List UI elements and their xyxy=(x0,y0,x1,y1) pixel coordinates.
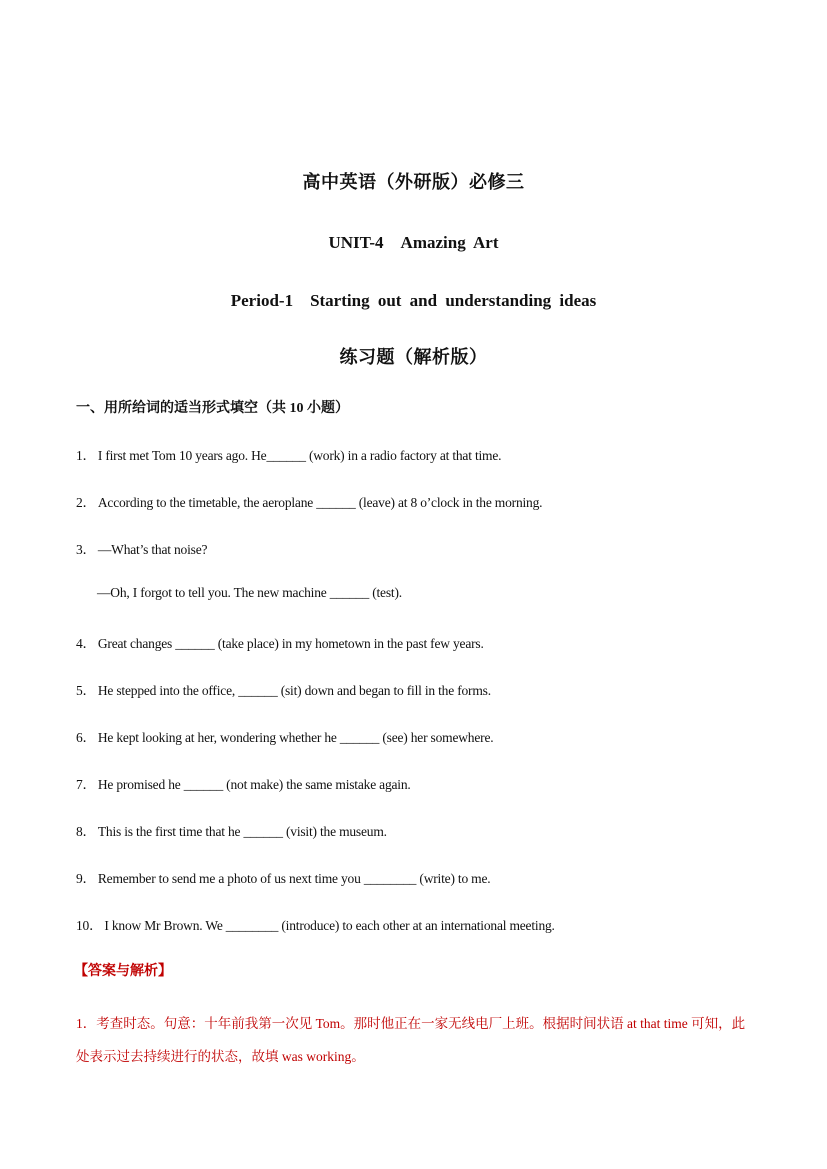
answer-explanation: 1．考查时态。句意：十年前我第一次见 Tom。那时他正在一家无线电厂上班。根据时间状语 at that time 可知，此处表示过去持续进行的状态，故填 was working。 xyxy=(76,1016,746,1064)
period-title: Period-1 Starting out and understanding ideas xyxy=(230,291,597,310)
question-text: According to the timetable, the aeroplane ______ (leave) at 8 o’clock in the morning. xyxy=(97,495,543,510)
question-text: He promised he ______ (not make) the same mistake again. xyxy=(97,777,411,792)
question-number: 4． xyxy=(76,636,96,651)
question-item xyxy=(76,444,501,464)
question-text: I first met Tom 10 years ago. He______ (work) in a radio factory at that time. xyxy=(97,448,502,463)
question-text: This is the first time that he ______ (visit) the museum. xyxy=(97,824,387,839)
question-item xyxy=(76,867,490,887)
question-text: He stepped into the office, ______ (sit) down and began to fill in the forms. xyxy=(97,683,491,698)
question-number: 3． xyxy=(76,542,96,557)
question-number: 9． xyxy=(76,871,96,886)
question-text: —Oh, I forgot to tell you. The new machine ______ (test). xyxy=(97,585,402,600)
question-item xyxy=(76,491,542,511)
answer-heading: 【答案与解析】 xyxy=(74,964,172,979)
question-item xyxy=(76,820,387,840)
question-number: 7． xyxy=(76,777,96,792)
question-text: He kept looking at her, wondering whether he ______ (see) her somewhere. xyxy=(97,730,494,745)
question-item xyxy=(76,632,484,652)
question-text: I know Mr Brown. We ________ (introduce) to each other at an international meeting. xyxy=(104,918,555,933)
question-continuation xyxy=(97,585,402,601)
question-item xyxy=(76,679,491,699)
question-text: —What’s that noise? xyxy=(97,542,208,557)
question-number: 8． xyxy=(76,824,96,839)
question-item xyxy=(76,773,411,793)
question-number: 1． xyxy=(76,448,96,463)
question-number: 10． xyxy=(76,918,103,933)
document-title: 高中英语（外研版）必修三 xyxy=(302,172,525,192)
question-number: 6． xyxy=(76,730,96,745)
exercise-subtitle: 练习题（解析版） xyxy=(339,347,488,367)
unit-title: UNIT-4 Amazing Art xyxy=(328,233,499,252)
question-number: 2． xyxy=(76,495,96,510)
question-item xyxy=(76,914,555,934)
question-text: Remember to send me a photo of us next time you ________ (write) to me. xyxy=(97,871,491,886)
question-item xyxy=(76,538,207,558)
question-text: Great changes ______ (take place) in my hometown in the past few years. xyxy=(97,636,484,651)
question-item xyxy=(76,726,493,746)
question-number: 5． xyxy=(76,683,96,698)
section-heading: 一、用所给词的适当形式填空（共 10 小题） xyxy=(76,401,349,416)
